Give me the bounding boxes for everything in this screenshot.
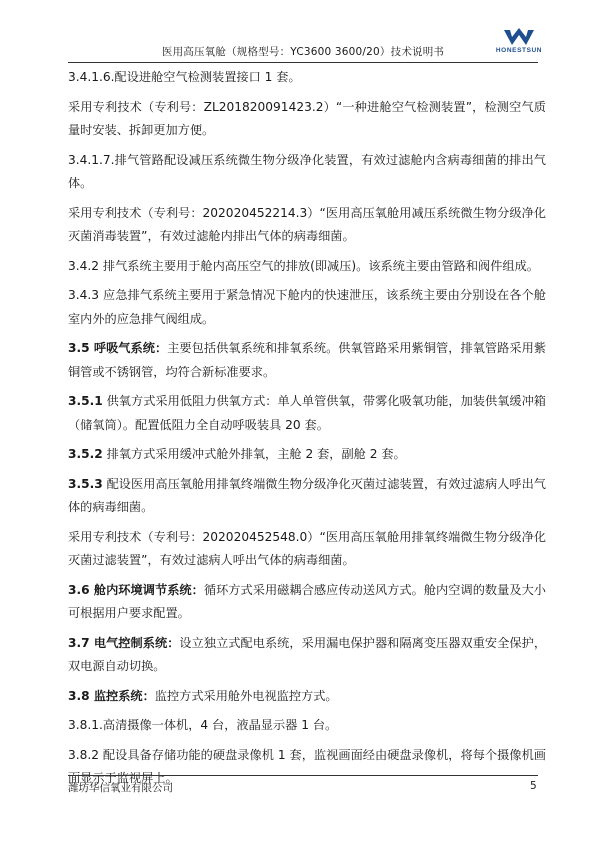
section-heading: 3.5.1 xyxy=(68,394,103,408)
section-heading: 3.6 舱内环境调节系统： xyxy=(68,582,204,597)
paragraph xyxy=(68,473,546,520)
paragraph-text: 供氧方式采用低阻力供氧方式：单人单管供氧，带雾化吸氧功能，加装供氧缓冲箱（储氧筒）。配置低阻力全自动呼吸装具 20 套。 xyxy=(68,394,546,432)
footer-company: 潍坊华信氧业有限公司 xyxy=(68,782,173,794)
paragraph-text: 主要包括供氧系统和排氧系统。供氧管路采用紫铜管，排氧管路采用紫铜管或不锈钢管，均符合新标准要求。 xyxy=(68,341,547,379)
paragraph-text: 3.8.2 配设具备存储功能的硬盘录像机 1 套，监视画面经由硬盘录像机，将每个摄像机画面显示于监视屏上。 xyxy=(68,747,546,785)
paragraph-text: 3.4.2 排气系统主要用于舱内高压空气的排放(即减压)。该系统主要由管路和阀件组成。 xyxy=(68,258,539,273)
paragraph-text: 监控方式采用舱外电视监控方式。 xyxy=(154,688,338,703)
paragraph xyxy=(68,526,546,573)
company-logo xyxy=(488,28,550,62)
page-header xyxy=(68,38,543,62)
paragraph-text: 3.4.1.7.排气管路配设减压系统微生物分级净化装置，有效过滤舱内含病毒细菌的排出气体。 xyxy=(68,152,546,190)
header-divider xyxy=(68,62,538,63)
paragraph xyxy=(68,255,546,279)
paragraph-text: 排氧方式采用缓冲式舱外排氧，主舱 2 套，副舱 2 套。 xyxy=(102,447,406,461)
paragraph-text: 3.8.1.高清摄像一体机，4 台，液晶显示器 1 台。 xyxy=(68,718,338,732)
logo-text: HONESTSUN xyxy=(495,47,543,54)
paragraph xyxy=(68,579,546,626)
paragraph xyxy=(68,149,546,196)
logo-mark-icon xyxy=(502,28,536,48)
section-heading: 3.8 监控系统： xyxy=(68,688,155,703)
paragraph-text: 3.4.3 应急排气系统主要用于紧急情况下舱内的快速泄压，该系统主要由分别设在各个舱室内外的应急排气阀组成。 xyxy=(68,288,546,326)
footer-divider xyxy=(68,775,538,776)
paragraph-text: 循环方式采用磁耦合感应传动送风方式。舱内空调的数量及大小可根据用户要求配置。 xyxy=(68,582,546,620)
section-heading: 3.5.2 xyxy=(68,447,103,461)
paragraph xyxy=(68,390,546,437)
paragraph xyxy=(68,202,546,249)
paragraph xyxy=(68,284,546,331)
paragraph-text: 采用专利技术（专利号：ZL201820091423.2）“一种进舱空气检测装置”，检测空气质量时安装、拆卸更加方便。 xyxy=(68,99,546,137)
paragraph xyxy=(68,714,546,738)
paragraph xyxy=(68,685,546,709)
paragraph-text: 采用专利技术（专利号：202020452548.0）“医用高压氧舱用排氧终端微生物分级净化灭菌过滤装置”，有效过滤病人呼出气体的病毒细菌。 xyxy=(68,529,546,567)
paragraph-text: 采用专利技术（专利号：202020452214.3）“医用高压氧舱用减压系统微生物分级净化灭菌消毒装置”，有效过滤舱内排出气体的病毒细菌。 xyxy=(68,205,546,243)
paragraph xyxy=(68,443,546,467)
paragraph xyxy=(68,66,546,90)
section-heading: 3.7 电气控制系统： xyxy=(68,635,180,650)
section-heading: 3.5 呼吸气系统： xyxy=(68,341,168,355)
paragraph-text: 设立独立式配电系统，采用漏电保护器和隔离变压器双重安全保护，双电源自动切换。 xyxy=(68,635,547,673)
section-heading: 3.5.3 xyxy=(68,476,103,491)
paragraph xyxy=(68,96,546,143)
paragraph xyxy=(68,337,546,384)
header-title: 医用高压氧舱（规格型号：YC3600 3600/20）技术说明书 xyxy=(161,46,445,58)
paragraph-text: 3.4.1.6.配设进舱空气检测装置接口 1 套。 xyxy=(68,70,301,84)
paragraph xyxy=(68,632,546,679)
paragraph-text: 配设医用高压氧舱用排氧终端微生物分级净化灭菌过滤装置，有效过滤病人呼出气体的病毒细菌。 xyxy=(68,476,546,514)
page-number: 5 xyxy=(530,780,537,792)
document-body xyxy=(68,66,546,797)
